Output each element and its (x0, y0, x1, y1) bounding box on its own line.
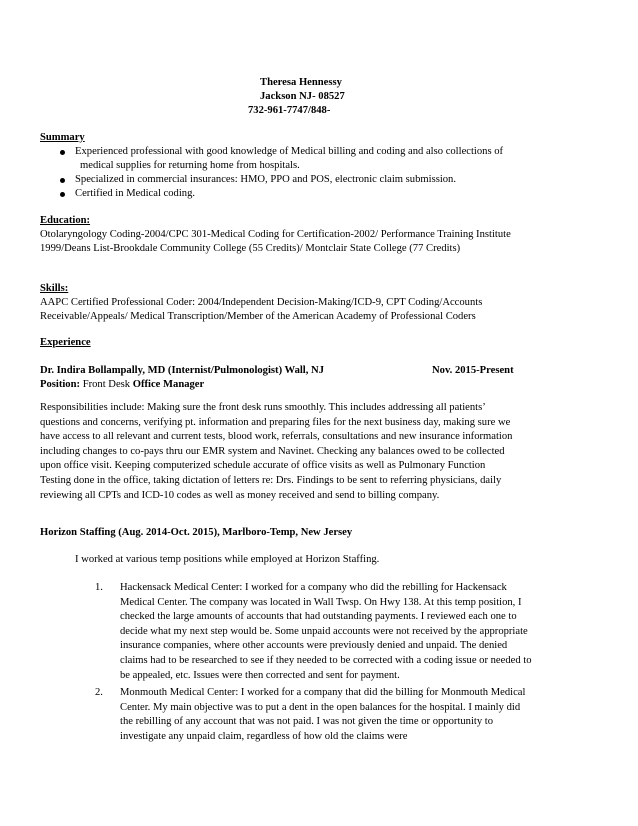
responsibility-line: upon office visit. Keeping computerized schedule accurate of office visits as well as Pulmonary Function (40, 460, 486, 472)
item-number: 1. (95, 582, 103, 593)
job1-position-label: Position: (40, 379, 81, 390)
resume-name: Theresa Hennessy (260, 77, 342, 88)
resume-phone: 732-961-7747/848- (248, 105, 331, 116)
responsibility-line: Testing done in the office, taking dictation of letters re: Drs. Findings to be sent to referring physicians, daily (40, 474, 502, 486)
responsibility-line: including changes to co-pays thru our EMR system and Navinet. Checking any balances owed to be collected (40, 445, 505, 457)
item-line: the rebilling of any account that was not paid. I was not given the time or opportunity to (120, 716, 494, 728)
education-line: 1999/Deans List-Brookdale Community College (55 Credits)/ Montclair State College (77 Credits) (40, 243, 461, 254)
job1-position-plain: Front Desk (82, 379, 131, 390)
summary-bullet-text: Experienced professional with good knowledge of Medical billing and coding and also collections of (75, 146, 504, 157)
item-line: insurance companies, where other accounts were previously denied and unpaid. The denied (120, 640, 508, 652)
bullet-icon (60, 178, 65, 183)
item-line: be appealed, etc. Issues were then corrected and sent for payment. (120, 669, 400, 681)
responsibility-line: questions and concerns, verifying pt. information and preparing files for the next business day, making sure we (40, 416, 511, 428)
skills-heading: Skills: (40, 283, 69, 294)
responsibility-line: Responsibilities include: Making sure the front desk runs smoothly. This includes addressing all patients’ (40, 402, 486, 413)
item-line: Hackensack Medical Center: I worked for a company who did the rebilling for Hackensack (120, 582, 507, 593)
skills-line: AAPC Certified Professional Coder: 2004/Independent Decision-Making/ICD-9, CPT Coding/Accounts (40, 297, 483, 308)
summary-bullet-continuation: medical supplies for returning home from hospitals. (80, 160, 300, 171)
item-line: Center. My main objective was to put a dent in the open balances for the hospital. I mainly did (120, 701, 521, 713)
resume-location: Jackson NJ- 08527 (260, 91, 345, 102)
job2-title: Horizon Staffing (Aug. 2014-Oct. 2015), Marlboro-Temp, New Jersey (40, 527, 353, 538)
responsibility-line: have access to all relevant and current tests, blood work, referrals, consultations and new insurance information (40, 431, 513, 443)
education-heading: Education: (40, 215, 91, 226)
bullet-icon (60, 150, 65, 155)
job1-position (40, 378, 204, 393)
summary-heading: Summary (40, 132, 85, 143)
item-line: investigate any unpaid claim, regardless of how old the claims were (120, 730, 408, 742)
job1-responsibilities (40, 401, 512, 503)
bullet-icon (60, 192, 65, 197)
summary-bullet-text: Specialized in commercial insurances: HMO, PPO and POS, electronic claim submission. (75, 174, 457, 185)
item-line: claims had to be researched to see if they needed to be corrected with a coding issue or needed to (120, 654, 532, 666)
item-line: Medical Center. The company was located in Wall Twsp. On Hwy 138. At this temp position, I (120, 596, 522, 608)
experience-heading: Experience (40, 337, 91, 348)
item-line: Monmouth Medical Center: I worked for a company that did the billing for Monmouth Medical (120, 687, 526, 698)
job1-dates: Nov. 2015-Present (432, 365, 514, 376)
education-line: Otolaryngology Coding-2004/CPC 301-Medical Coding for Certification-2002/ Performance Training Institute (40, 229, 511, 240)
skills-line: Receivable/Appeals/ Medical Transcription/Member of the American Academy of Professional Coders (40, 311, 476, 322)
job1-position-title: Office Manager (132, 379, 205, 390)
job1-employer: Dr. Indira Bollampally, MD (Internist/Pulmonologist) Wall, NJ (40, 365, 324, 376)
item-line: decide what my next step would be. Some unpaid accounts were not received by the appropriate (120, 625, 528, 637)
job2-intro: I worked at various temp positions while employed at Horizon Staffing. (75, 554, 380, 565)
item-number: 2. (95, 687, 103, 698)
responsibility-line: reviewing all CPTs and ICD-10 codes as well as money received and send to billing company. (40, 489, 440, 501)
item-line: checked the large amounts of accounts that had outstanding payments. I reviewed each one to (120, 611, 517, 623)
summary-bullet-text: Certified in Medical coding. (75, 188, 196, 199)
